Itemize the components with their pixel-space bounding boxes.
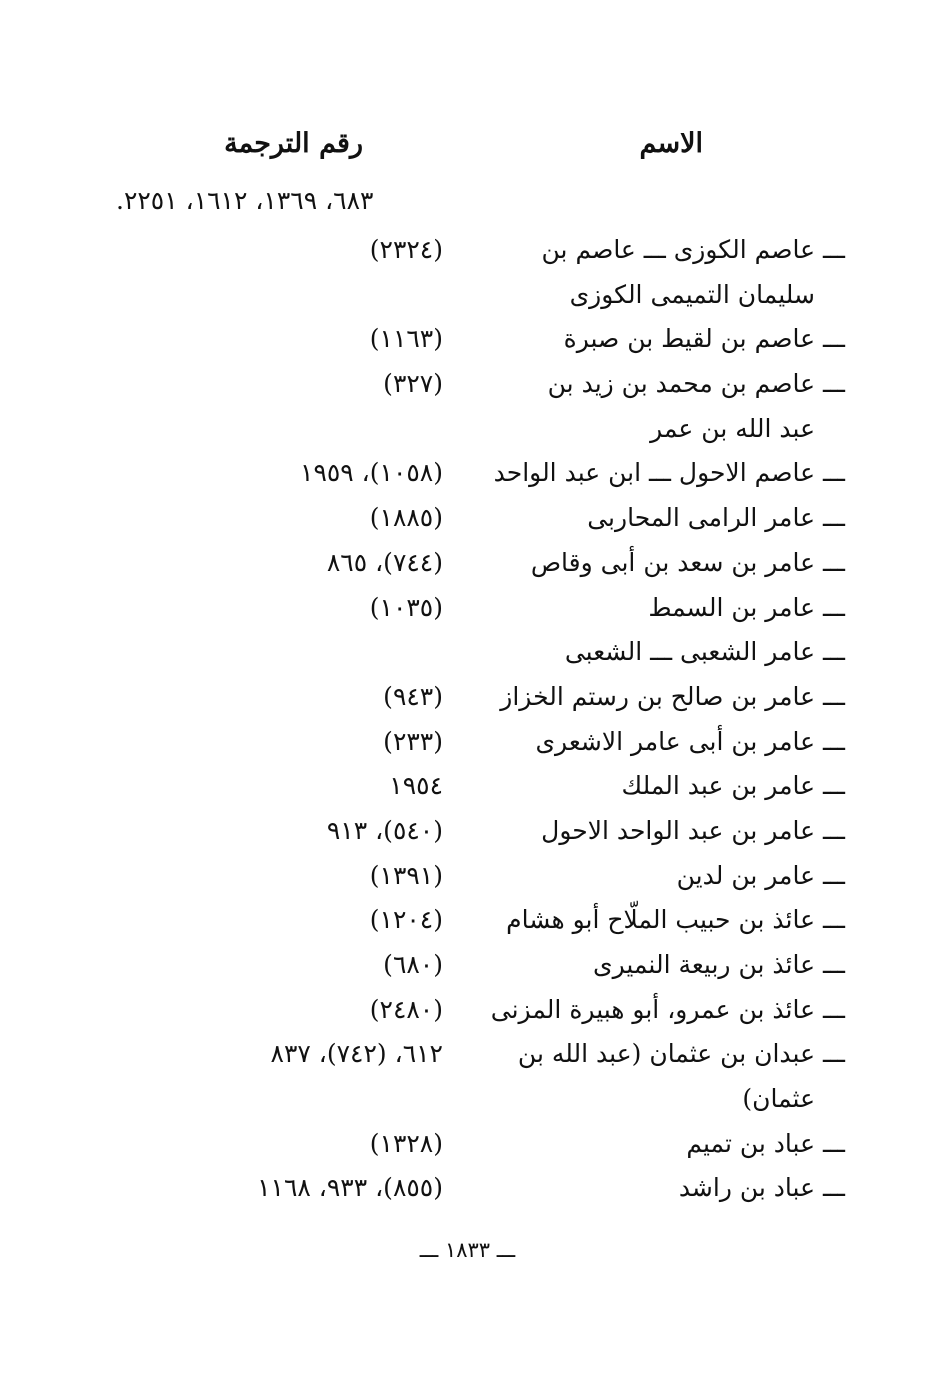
entry-dash: ـــ <box>823 726 845 756</box>
entry-dash: ـــ <box>823 547 845 577</box>
entry-name: عامر بن عبد الواحد الاحول <box>541 815 815 845</box>
entry-line <box>0 811 935 856</box>
index-entry <box>0 453 935 498</box>
entry-name: عباد بن تميم <box>686 1128 815 1158</box>
index-entry <box>0 900 935 945</box>
entry-references: (١٣٩١) <box>369 860 443 890</box>
entry-line <box>0 453 935 498</box>
entry-references: (٣٢٧) <box>383 369 443 399</box>
entry-line <box>0 766 935 811</box>
entry-references: (٩٤٣) <box>383 681 443 711</box>
entry-references: (١٢٠٤) <box>369 905 443 935</box>
entry-name: عامر بن لدين <box>676 860 815 890</box>
entry-dash: ـــ <box>823 1173 845 1203</box>
entry-name: عاصم بن لقيط بن صبرة <box>563 324 815 354</box>
entry-dash: ـــ <box>823 235 845 264</box>
index-entry <box>0 856 935 901</box>
index-entry <box>0 811 935 856</box>
entry-references: (٢٣٢٤) <box>369 235 443 264</box>
entry-name: عباد بن راشد <box>678 1173 815 1203</box>
entry-references: (١٠٥٨)، ١٩٥٩ <box>300 458 443 488</box>
entry-name: عاصم الاحول ـــ ابن عبد الواحد <box>493 458 815 488</box>
entry-references: (٢٤٨٠) <box>369 994 443 1024</box>
entry-name: عاصم بن محمد بن زيد بن <box>547 369 815 399</box>
index-entry <box>0 632 935 677</box>
index-entry <box>0 543 935 588</box>
index-entry <box>0 990 935 1035</box>
entry-line <box>0 319 935 364</box>
entry-dash: ـــ <box>823 324 845 354</box>
entry-line <box>0 364 935 409</box>
entry-references: (١٠٣٥) <box>369 592 443 622</box>
index-entry <box>0 677 935 722</box>
index-entry <box>0 1034 935 1123</box>
entry-line <box>0 632 935 677</box>
entry-references: (١٣٢٨) <box>369 1128 443 1158</box>
entry-references: (١٨٨٥) <box>369 503 443 533</box>
index-entry <box>0 230 935 319</box>
entry-line <box>0 275 935 320</box>
entry-dash: ـــ <box>823 369 845 399</box>
entry-name: عامر بن صالح بن رستم الخزاز <box>500 681 815 711</box>
entry-dash: ـــ <box>823 860 845 890</box>
entry-dash: ـــ <box>823 503 845 533</box>
entry-name: عائذ بن ربيعة النميرى <box>593 950 815 979</box>
number-column-header: رقم الترجمة <box>224 128 363 159</box>
entry-name: عبد الله بن عمر <box>650 413 815 443</box>
entry-dash: ـــ <box>823 1039 845 1069</box>
entry-references: (٨٥٥)، ٩٣٣، ١١٦٨ <box>257 1173 443 1203</box>
entry-line <box>0 1124 935 1169</box>
entry-line <box>0 990 935 1035</box>
entry-line <box>0 945 935 990</box>
entry-dash: ـــ <box>823 950 845 979</box>
entry-name: عامر بن عبد الملك <box>621 771 815 801</box>
entry-name: عثمان) <box>742 1084 815 1114</box>
entry-name: عاصم الكوزى ـــ عاصم بن <box>541 235 815 264</box>
entry-references: (٧٤٤)، ٨٦٥ <box>326 547 443 577</box>
index-entry <box>0 1168 935 1213</box>
entry-dash: ـــ <box>823 771 845 801</box>
entry-line <box>0 856 935 901</box>
index-entry <box>0 498 935 543</box>
entry-references: (٢٣٣) <box>383 726 443 756</box>
entry-dash: ـــ <box>823 681 845 711</box>
entry-list <box>0 230 935 1213</box>
entry-line <box>0 230 935 275</box>
entry-dash: ـــ <box>823 458 845 488</box>
entry-line <box>0 1168 935 1213</box>
continued-references: ٦٨٣، ١٣٦٩، ١٦١٢، ٢٢٥١. <box>116 186 374 215</box>
index-entry <box>0 588 935 633</box>
entry-name: عامر بن أبى عامر الاشعرى <box>535 726 815 756</box>
index-entry <box>0 945 935 990</box>
index-entry <box>0 722 935 767</box>
entry-dash: ـــ <box>823 592 845 622</box>
entry-line <box>0 722 935 767</box>
entry-line <box>0 1034 935 1079</box>
index-entry <box>0 1124 935 1169</box>
index-entry <box>0 364 935 453</box>
entry-line <box>0 1079 935 1124</box>
entry-name: عامر بن السمط <box>648 592 815 622</box>
entry-dash: ـــ <box>823 815 845 845</box>
entry-line <box>0 677 935 722</box>
entry-name: عائذ بن عمرو، أبو هبيرة المزنى <box>490 994 815 1024</box>
entry-references: (٥٤٠)، ٩١٣ <box>326 815 443 845</box>
entry-name: عائذ بن حبيب الملّاح أبو هشام <box>506 905 815 935</box>
entry-references: (١١٦٣) <box>369 324 443 354</box>
name-column-header: الاسم <box>639 128 703 159</box>
entry-name: عبدان بن عثمان (عبد الله بن <box>517 1039 815 1069</box>
entry-name: سليمان التميمى الكوزى <box>569 279 815 309</box>
entry-references: (٦٨٠) <box>383 950 443 979</box>
entry-dash: ـــ <box>823 905 845 935</box>
column-headers <box>0 128 935 172</box>
index-entry <box>0 766 935 811</box>
page-number: ـــ ١٨٣٣ ـــ <box>419 1238 516 1262</box>
entry-name: عامر الرامى المحاربى <box>587 503 815 533</box>
entry-line <box>0 588 935 633</box>
entry-name: عامر بن سعد بن أبى وقاص <box>530 547 815 577</box>
entry-references: ٦١٢، (٧٤٢)، ٨٣٧ <box>270 1039 443 1069</box>
entry-line <box>0 409 935 454</box>
index-entry <box>0 319 935 364</box>
entry-line <box>0 543 935 588</box>
entry-dash: ـــ <box>823 994 845 1024</box>
entry-line <box>0 900 935 945</box>
entry-name: عامر الشعبى ـــ الشعبى <box>564 637 815 667</box>
entry-dash: ـــ <box>823 1128 845 1158</box>
entry-dash: ـــ <box>823 637 845 667</box>
entry-references: ١٩٥٤ <box>389 771 443 801</box>
entry-line <box>0 498 935 543</box>
